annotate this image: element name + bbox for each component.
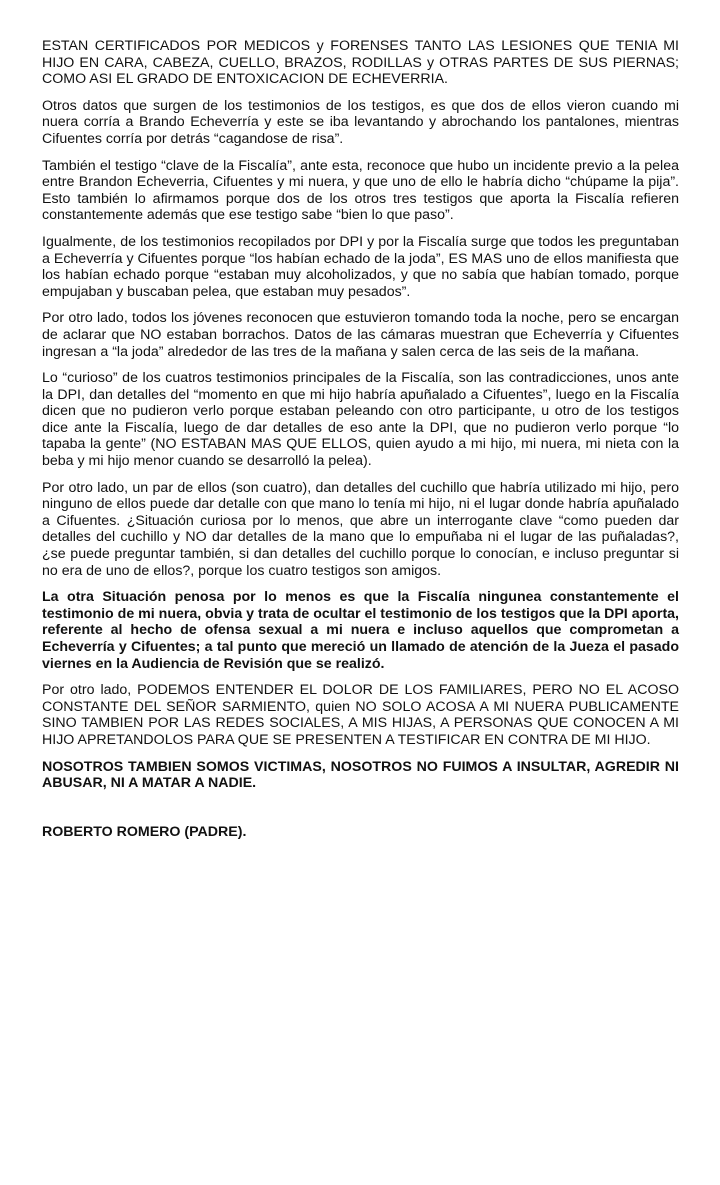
paragraph-otros-datos: Otros datos que surgen de los testimonios de los testigos, es que dos de ellos vieron cuando mi nuera corría a Brando Echeverría y este se iba levantando y abrochando los pantalones, mientras Cifuentes corría por detrás “cagandose de risa”. (42, 97, 679, 147)
paragraph-curioso: Lo “curioso” de los cuatros testimonios principales de la Fiscalía, son las contradicciones, unos ante la DPI, dan detalles del “momento en que mi hijo habría apuñalado a Cifuentes”, luego en la Fiscalía dicen que no pudieron verlo porque estaban peleando con otro participante, u otro de los testigos dice ante la Fiscalía, luego de dar detalles de eso ante la DPI, que no pudieron verlo porque “lo tapaba la gente” (NO ESTABAN MAS QUE ELLOS, quien ayudo a mi hijo, mi nuera, mi nieta con la beba y mi hijo menor cuando se desarrolló la pelea). (42, 370, 679, 470)
paragraph-cuchillo: Por otro lado, un par de ellos (son cuatro), dan detalles del cuchillo que habría utilizado mi hijo, pero ninguno de ellos puede dar detalle con que mano lo tenía mi hijo, ni el lugar donde habría apuñalado a Cifuentes. ¿Situación curiosa por lo menos, que abre un interrogante clave “como pueden dar detalles del cuchillo y NO dar detalles de la mano que lo empuñaba ni el lugar de las puñaladas?, ¿se puede preguntar también, si dan detalles del cuchillo porque lo conocían, e incluso preguntar si no era de uno de ellos?, porque los cuatro testigos son amigos. (42, 479, 679, 579)
paragraph-acoso: Por otro lado, PODEMOS ENTENDER EL DOLOR DE LOS FAMILIARES, PERO NO EL ACOSO CONSTANTE DEL SEÑOR SARMIENTO, quien NO SOLO ACOSA A MI NUERA PUBLICAMENTE SINO TAMBIEN POR LAS REDES SOCIALES, A MIS HIJAS, A PERSONAS QUE CONOCEN A MI HIJO APRETANDOLOS PARA QUE SE PRESENTEN A TESTIFICAR EN CONTRA DE MI HIJO. (42, 682, 679, 748)
paragraph-jovenes: Por otro lado, todos los jóvenes reconocen que estuvieron tomando toda la noche, pero se encargan de aclarar que NO estaban borrachos. Datos de las cámaras muestran que Echeverría y Cifuentes ingresan a “la joda” alrededor de las tres de la mañana y salen cerca de las seis de la mañana. (42, 310, 679, 360)
paragraph-victimas: NOSOTROS TAMBIEN SOMOS VICTIMAS, NOSOTROS NO FUIMOS A INSULTAR, AGREDIR NI ABUSAR, NI A MATAR A NADIE. (42, 758, 679, 792)
paragraph-situacion-penosa: La otra Situación penosa por lo menos es que la Fiscalía ningunea constantemente el testimonio de mi nuera, obvia y trata de ocultar el testimonio de los testigos que la DPI aporta, referente al hecho de ofensa sexual a mi nuera e incluso aquellos que comprometan a Echeverría y Cifuentes; a tal punto que mereció un llamado de atención de la Jueza el pasado viernes en la Audiencia de Revisión que se realizó. (42, 589, 679, 672)
paragraph-testigo-clave: También el testigo “clave de la Fiscalía”, ante esta, reconoce que hubo un incidente previo a la pelea entre Brandon Echeverria, Cifuentes y mi nuera, y que uno de ello le habría dicho “chúpame la pija”. Esto también lo afirmamos porque dos de los otros tres testigos que aporta la Fiscalía refieren constantemente además que ese testigo sabe “bien lo que paso”. (42, 157, 679, 224)
document-page (42, 38, 679, 840)
paragraph-igualmente: Igualmente, de los testimonios recopilados por DPI y por la Fiscalía surge que todos les preguntaban a Echeverría y Cifuentes porque “los habían echado de la joda”, ES MAS uno de ellos manifiesta que los habían echado porque “estaban muy alcoholizados, y que no sabía que habían tomado, porque empujaban y buscaban pelea, que estaban muy pesados”. (42, 233, 679, 300)
signature: ROBERTO ROMERO (PADRE). (42, 823, 247, 840)
signature-spacer (42, 802, 679, 824)
paragraph-certificados: ESTAN CERTIFICADOS POR MEDICOS y FORENSES TANTO LAS LESIONES QUE TENIA MI HIJO EN CARA, CABEZA, CUELLO, BRAZOS, RODILLAS y OTRAS PARTES DE SUS PIERNAS; COMO ASI EL GRADO DE ENTOXICACION DE ECHEVERRIA. (42, 38, 679, 88)
